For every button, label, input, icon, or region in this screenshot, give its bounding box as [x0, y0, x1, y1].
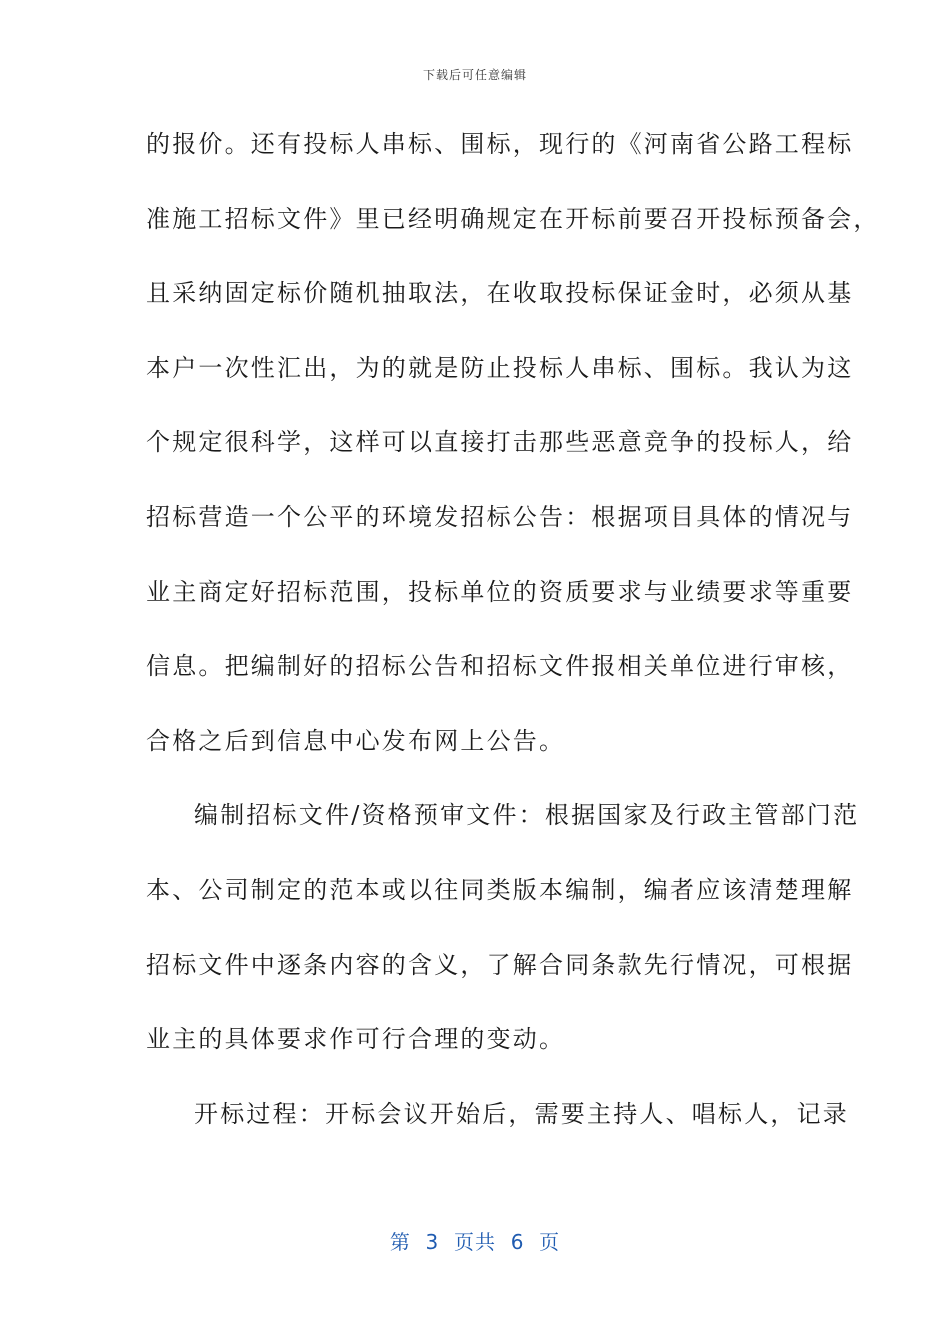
text-line: 信息。把编制好的招标公告和招标文件报相关单位进行审核，	[146, 652, 854, 681]
text-line: 招标文件中逐条内容的含义，了解合同条款先行情况，可根据	[146, 950, 854, 979]
text-line: 业主的具体要求作可行合理的变动。	[146, 1025, 566, 1054]
text-line: 且采纳固定标价随机抽取法，在收取投标保证金时，必须从基	[146, 279, 854, 308]
header-note: 下载后可任意编辑	[422, 68, 527, 82]
page-number-footer: 第 3 页共 6 页	[389, 1230, 561, 1254]
paragraph-start-line: 开标过程：开标会议开始后，需要主持人、唱标人，记录	[194, 1099, 849, 1128]
text-line: 本、公司制定的范本或以往同类版本编制，编者应该清楚理解	[146, 875, 854, 904]
text-line: 业主商定好招标范围，投标单位的资质要求与业绩要求等重要	[146, 577, 854, 606]
document-body	[146, 107, 880, 1151]
text-line: 招标营造一个公平的环境发招标公告：根据项目具体的情况与	[146, 502, 854, 531]
paragraph-start-line: 编制招标文件/资格预审文件：根据国家及行政主管部门范	[194, 801, 860, 830]
text-line: 合格之后到信息中心发布网上公告。	[146, 726, 566, 755]
text-line: 本户一次性汇出，为的就是防止投标人串标、围标。我认为这	[146, 353, 854, 382]
text-line: 个规定很科学，这样可以直接打击那些恶意竞争的投标人，给	[146, 428, 854, 457]
text-line: 准施工招标文件》里已经明确规定在开标前要召开投标预备会，	[146, 204, 880, 233]
text-line: 的报价。还有投标人串标、围标，现行的《河南省公路工程标	[146, 130, 854, 158]
